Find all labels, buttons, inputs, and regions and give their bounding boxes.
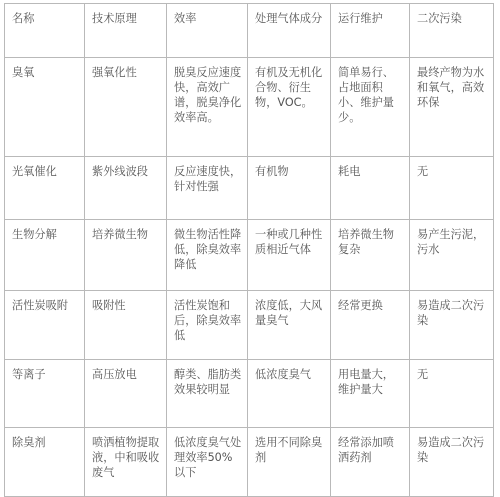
- table-row: [5, 360, 494, 428]
- table-cell: 生物分解: [5, 220, 85, 291]
- table-cell: 选用不同除臭剂: [248, 428, 331, 497]
- table-cell: 经常添加喷洒药剂: [331, 428, 410, 497]
- table-cell: 易产生污泥，污水: [410, 220, 494, 291]
- table-cell: 等离子: [5, 360, 85, 428]
- table-cell: 喷洒植物提取液，中和吸收废气: [85, 428, 167, 497]
- header-cell-name: 名称: [5, 4, 85, 58]
- table-cell: 易造成二次污染: [410, 428, 494, 497]
- table-cell: 高压放电: [85, 360, 167, 428]
- table-cell: 低浓度臭气处理效率50%以下: [167, 428, 248, 497]
- table-cell: 微生物活性降低，除臭效率降低: [167, 220, 248, 291]
- table-row: [5, 58, 494, 157]
- table-header-row: [5, 4, 494, 58]
- table-cell: 无: [410, 360, 494, 428]
- table-cell: 光氧催化: [5, 157, 85, 220]
- table-cell: 活性炭饱和后，除臭效率低: [167, 291, 248, 360]
- table-cell: 培养微生物复杂: [331, 220, 410, 291]
- deodorization-comparison-table: [4, 3, 494, 497]
- table-cell: 经常更换: [331, 291, 410, 360]
- table-cell: 活性炭吸附: [5, 291, 85, 360]
- table-row: [5, 157, 494, 220]
- table-cell: 紫外线波段: [85, 157, 167, 220]
- table-cell: 用电量大，维护量大: [331, 360, 410, 428]
- header-cell-gas-components: 处理气体成分: [248, 4, 331, 58]
- table-cell: 简单易行、占地面积小、维护量少。: [331, 58, 410, 157]
- table-cell: 耗电: [331, 157, 410, 220]
- table-cell: 脱臭反应速度快，高效广谱，脱臭净化效率高。: [167, 58, 248, 157]
- header-cell-maintenance: 运行维护: [331, 4, 410, 58]
- comparison-table-container: [4, 3, 494, 497]
- header-cell-principle: 技术原理: [85, 4, 167, 58]
- table-cell: 一种或几种性质相近气体: [248, 220, 331, 291]
- table-cell: 反应速度快，针对性强: [167, 157, 248, 220]
- table-cell: 有机及无机化合物、衍生物，VOC。: [248, 58, 331, 157]
- table-cell: 除臭剂: [5, 428, 85, 497]
- table-cell: 浓度低，大风量臭气: [248, 291, 331, 360]
- table-row: [5, 428, 494, 497]
- table-cell: 最终产物为水和氧气，高效环保: [410, 58, 494, 157]
- table-cell: 吸附性: [85, 291, 167, 360]
- table-cell: 无: [410, 157, 494, 220]
- table-cell: 臭氧: [5, 58, 85, 157]
- table-cell: 培养微生物: [85, 220, 167, 291]
- header-cell-efficiency: 效率: [167, 4, 248, 58]
- table-cell: 强氧化性: [85, 58, 167, 157]
- header-cell-secondary-pollution: 二次污染: [410, 4, 494, 58]
- table-cell: 醇类、脂肪类效果较明显: [167, 360, 248, 428]
- table-cell: 低浓度臭气: [248, 360, 331, 428]
- table-cell: 易造成二次污染: [410, 291, 494, 360]
- table-row: [5, 291, 494, 360]
- table-row: [5, 220, 494, 291]
- table-cell: 有机物: [248, 157, 331, 220]
